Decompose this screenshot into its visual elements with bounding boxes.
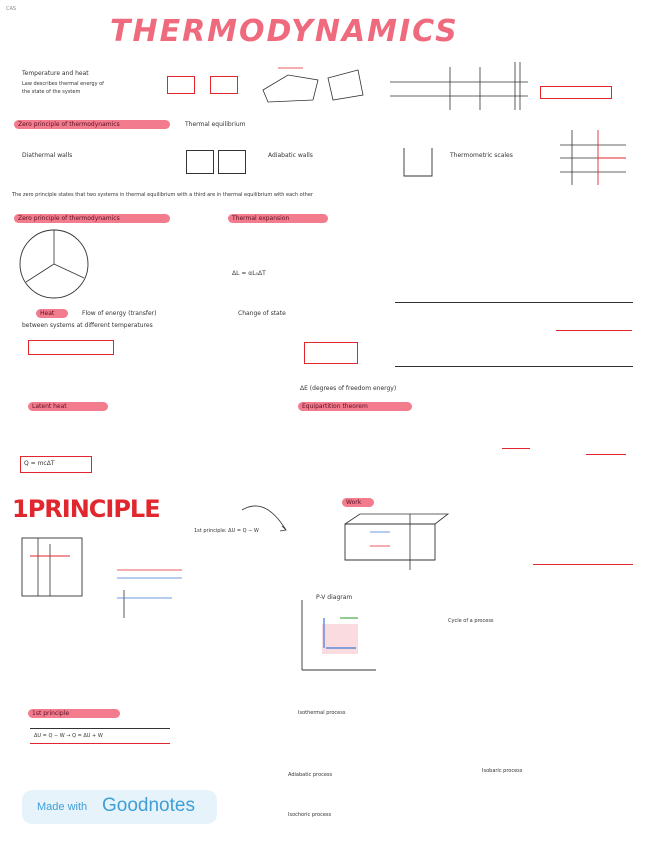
note-heat: Flow of energy (transfer) (82, 310, 157, 317)
underline-1p (30, 728, 170, 729)
section-heading-1: Zero principle of thermodynamics (14, 120, 170, 129)
badge-made-with: Made with (37, 801, 88, 813)
formula-box-heat (28, 340, 114, 355)
note-diathermal: Diathermal walls (22, 152, 73, 159)
section-heading-8: 1st principle (28, 709, 120, 718)
formula-box-1 (540, 86, 612, 99)
wall-box-1 (186, 150, 214, 174)
section-heading-3: Thermal expansion (228, 214, 328, 223)
goodnotes-badge (22, 790, 217, 824)
table-underline (556, 330, 632, 331)
section-heading-6: Equipartition theorem (298, 402, 412, 411)
note-iso: Isothermal process (298, 710, 346, 716)
circle-diagram (14, 226, 94, 302)
note-cycle: Cycle of a process (448, 618, 494, 624)
system-box-1 (167, 76, 195, 94)
divider-bottom (395, 366, 633, 367)
note-cv: Q = mcΔT (24, 460, 55, 467)
section-heading-7: Work (342, 498, 374, 507)
work-underline (533, 564, 633, 565)
formula-box-latent (304, 342, 358, 364)
container-sketch (402, 146, 434, 178)
curved-arrow (240, 500, 290, 540)
equip-underline-2 (586, 454, 626, 455)
sketch-diagram (258, 60, 368, 110)
underline-1p-red (30, 743, 170, 744)
note-thermometric: Thermometric scales (450, 152, 513, 159)
section-heading-5: Latent heat (28, 402, 108, 411)
note-heat-2: between systems at different temperatures (22, 322, 153, 329)
note-temperature-3: the state of the system (22, 89, 81, 95)
divider-top (395, 302, 633, 303)
corner-label: CAS (6, 6, 17, 12)
note-temperature-2: Law describes thermal energy of (22, 81, 104, 87)
wall-box-2 (218, 150, 246, 174)
note-adiab: Adiabatic process (288, 772, 333, 778)
note-dof: ΔE (degrees of freedom energy) (300, 385, 397, 392)
note-latent: Change of state (238, 310, 286, 317)
note-1p: 1st principle: ΔU = Q − W (194, 528, 259, 534)
note-adiabatic: Adiabatic walls (268, 152, 313, 159)
note-thermal-equilibrium: Thermal equilibrium (185, 121, 246, 128)
phase-graph (390, 62, 530, 120)
note-temperature: Temperature and heat (22, 70, 89, 77)
note-rw: ΔU = Q − W → Q = ΔU + W (34, 733, 103, 739)
note-long-statement: The zero principle states that two systems in thermal equilibrium with a third are in thermal equilibrium with each other (12, 192, 313, 198)
arrows-diagram (112, 560, 192, 620)
note-pv: P-V diagram (316, 594, 353, 601)
work-cylinder (340, 512, 450, 572)
pv-diagram (290, 598, 380, 678)
note-isochoric: Isochoric process (288, 812, 332, 818)
section-heading-2: Zero principle of thermodynamics (14, 214, 170, 223)
page-title: THERMODYNAMICS (110, 14, 459, 49)
note-isobaric: Isobaric process (482, 768, 523, 774)
system-box-2 (210, 76, 238, 94)
piston-diagram (20, 534, 86, 600)
note-expansion: ΔL = αL₀ΔT (232, 270, 266, 277)
scale-graph (560, 130, 630, 190)
badge-brand: Goodnotes (102, 795, 195, 816)
equip-underline-1 (502, 448, 530, 449)
section-heading-4: Heat (36, 309, 68, 318)
principle-heading: 1PRINCIPLE (12, 495, 160, 523)
